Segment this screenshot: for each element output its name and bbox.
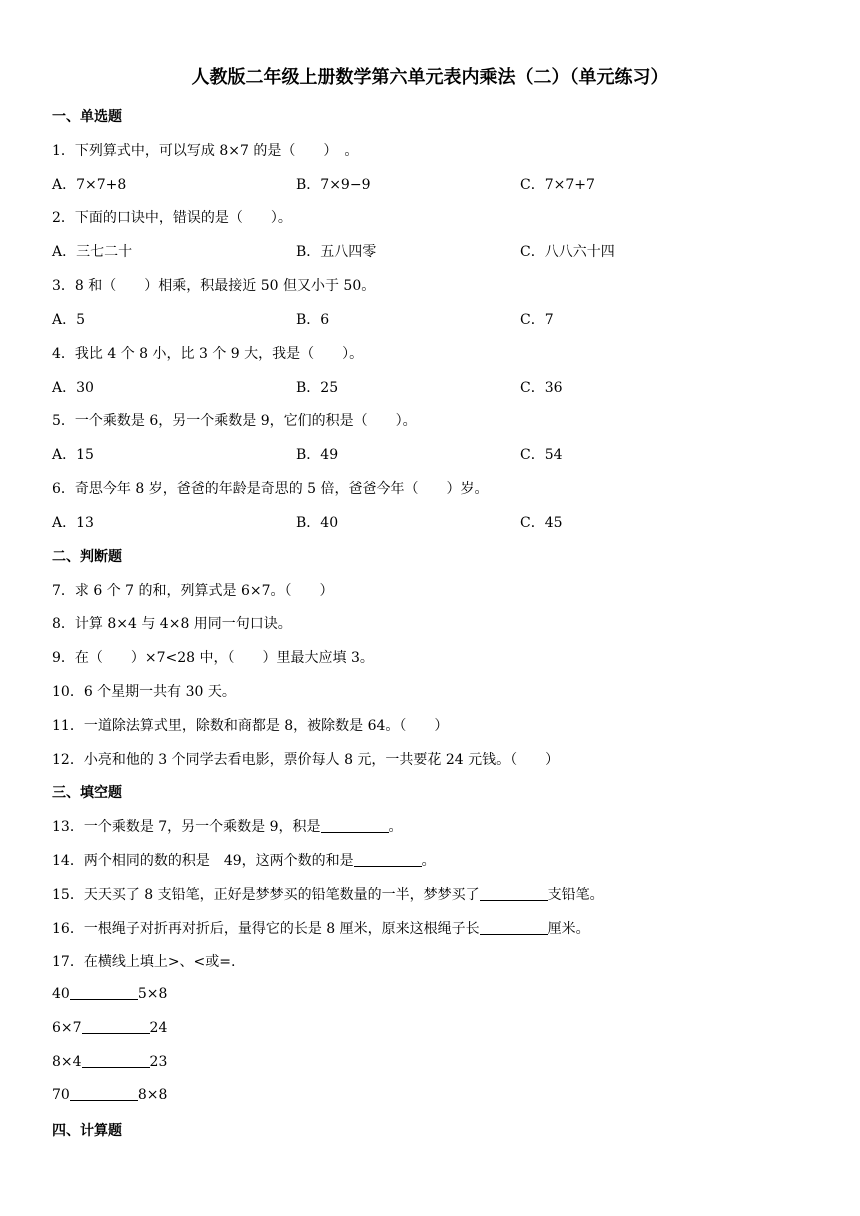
- question-17: 17．在横线上填上>、<或=.: [52, 954, 236, 970]
- question-13: [52, 816, 403, 836]
- question-14: [52, 850, 436, 870]
- compare-row: [52, 985, 167, 1002]
- compare-right: 5×8: [137, 986, 168, 1002]
- compare-left: 40: [52, 986, 70, 1002]
- answer-blank[interactable]: [70, 985, 138, 1000]
- q16-suffix: 厘米。: [547, 921, 590, 937]
- q4-option-b: B．25: [296, 380, 339, 396]
- question-15: [52, 884, 604, 904]
- question-3: 3．8 和（ ）相乘，积最接近 50 但又小于 50。: [52, 278, 376, 294]
- question-7: 7．求 6 个 7 的和，列算式是 6×7。（ ）: [52, 583, 334, 599]
- answer-blank[interactable]: [82, 1053, 150, 1068]
- question-11: 11．一道除法算式里，除数和商都是 8，被除数是 64。（ ）: [52, 718, 449, 734]
- question-2: 2．下面的口诀中，错误的是（ ）。: [52, 210, 292, 226]
- section-heading-fill: 三、填空题: [52, 785, 122, 801]
- compare-right: 24: [149, 1020, 168, 1036]
- q16-text: 16．一根绳子对折再对折后，量得它的长是 8 厘米，原来这根绳子长: [52, 921, 480, 937]
- q1-option-c: C．7×7+7: [520, 177, 595, 193]
- answer-blank[interactable]: [70, 1086, 138, 1101]
- q2-option-a: A．三七二十: [52, 244, 133, 260]
- question-6: 6．奇思今年 8 岁，爸爸的年龄是奇思的 5 倍，爸爸今年（ ）岁。: [52, 481, 489, 497]
- q15-suffix: 支铅笔。: [547, 887, 604, 903]
- q14-suffix: 。: [421, 853, 436, 869]
- question-8: 8．计算 8×4 与 4×8 用同一句口诀。: [52, 616, 292, 632]
- question-16: [52, 918, 590, 938]
- q4-option-a: A．30: [52, 380, 94, 396]
- q15-text: 15．天天买了 8 支铅笔，正好是梦梦买的铅笔数量的一半，梦梦买了: [52, 887, 480, 903]
- q13-text: 13．一个乘数是 7，另一个乘数是 9，积是: [52, 819, 321, 835]
- q14-text: 14．两个相同的数的积是 49，这两个数的和是: [52, 853, 354, 869]
- q2-option-c: C．八八六十四: [520, 244, 615, 260]
- compare-left: 70: [52, 1087, 70, 1103]
- section-heading-single-choice: 一、单选题: [52, 109, 122, 125]
- question-10: 10．6 个星期一共有 30 天。: [52, 684, 236, 700]
- question-12: 12．小亮和他的 3 个同学去看电影，票价每人 8 元，一共要花 24 元钱。（ ）: [52, 752, 560, 768]
- q5-option-b: B．49: [296, 447, 339, 463]
- compare-left: 8×4: [52, 1054, 82, 1070]
- q6-option-b: B．40: [296, 515, 339, 531]
- page-title: 人教版二年级上册数学第六单元表内乘法（二）（单元练习）: [191, 67, 669, 88]
- q6-option-c: C．45: [520, 515, 563, 531]
- compare-row: [52, 1086, 167, 1103]
- answer-blank[interactable]: [480, 920, 548, 935]
- compare-left: 6×7: [52, 1020, 82, 1036]
- q5-option-a: A．15: [52, 447, 94, 463]
- q1-option-b: B．7×9−9: [296, 177, 371, 193]
- q1-option-a: A．7×7+8: [52, 177, 127, 193]
- question-4: 4．我比 4 个 8 小，比 3 个 9 大，我是（ ）。: [52, 346, 364, 362]
- compare-right: 23: [149, 1054, 168, 1070]
- question-9: 9．在（ ）×7<28 中，（ ）里最大应填 3。: [52, 650, 374, 666]
- compare-row: [52, 1019, 167, 1036]
- answer-blank[interactable]: [480, 886, 548, 901]
- q3-option-a: A．5: [52, 312, 86, 328]
- q3-option-c: C．7: [520, 312, 554, 328]
- answer-blank[interactable]: [321, 818, 389, 833]
- answer-blank[interactable]: [82, 1019, 150, 1034]
- compare-row: [52, 1053, 167, 1070]
- q13-suffix: 。: [388, 819, 403, 835]
- answer-blank[interactable]: [354, 852, 422, 867]
- section-heading-judge: 二、判断题: [52, 549, 122, 565]
- compare-right: 8×8: [137, 1087, 168, 1103]
- question-5: 5．一个乘数是 6，另一个乘数是 9，它们的积是（ ）。: [52, 413, 417, 429]
- q3-option-b: B．6: [296, 312, 330, 328]
- q4-option-c: C．36: [520, 380, 563, 396]
- question-1: 1．下列算式中，可以写成 8×7 的是（ ） 。: [52, 143, 359, 159]
- q6-option-a: A．13: [52, 515, 94, 531]
- q5-option-c: C．54: [520, 447, 563, 463]
- q2-option-b: B．五八四零: [296, 244, 377, 260]
- section-heading-calc: 四、计算题: [52, 1123, 122, 1139]
